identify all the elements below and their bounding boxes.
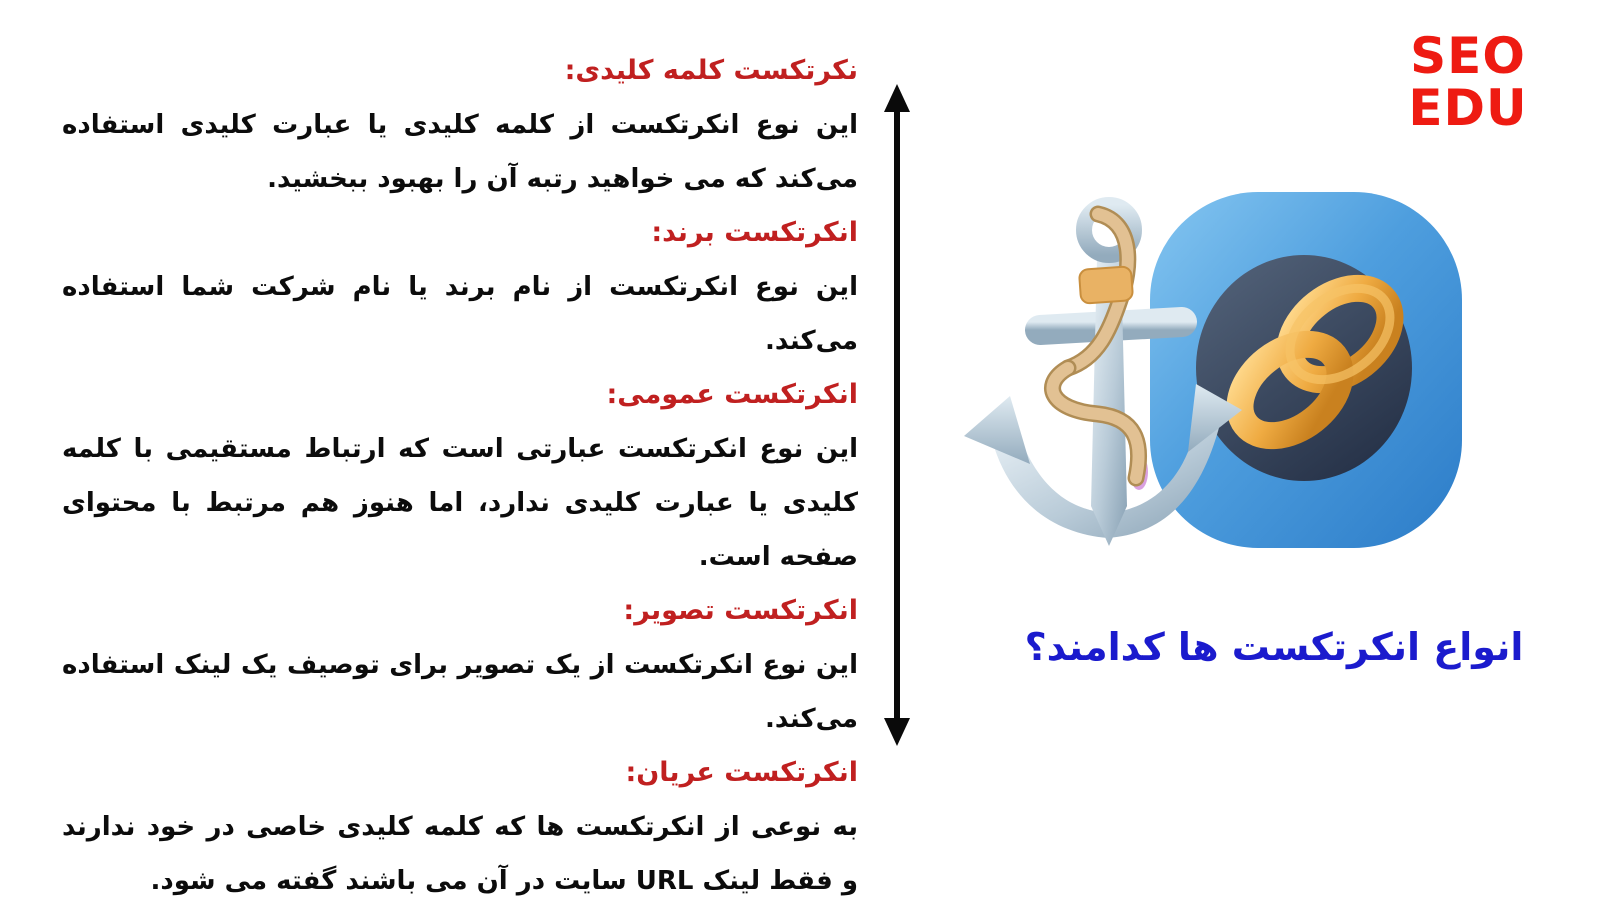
- section-body: این نوع انکرتکست از نام برند یا نام شرکت شما استفاده می‌کند.: [62, 272, 858, 356]
- page-title: انواع انکرتکست ها کدامند؟: [1024, 625, 1524, 669]
- anchor-text-section: [62, 44, 858, 206]
- vertical-double-arrow-icon: [879, 84, 915, 746]
- section-heading: انکرتکست عریان:: [625, 757, 858, 788]
- section-body: این نوع انکرتکست از یک تصویر برای توصیف یک لینک استفاده می‌کند.: [62, 650, 858, 734]
- anchor-text-section: [62, 584, 858, 746]
- seo-edu-logo: [1398, 27, 1538, 137]
- section-body: به نوعی از انکرتکست ها که کلمه کلیدی خاصی در خود ندارند و فقط لینک URL سایت در آن می باشند گفته می شود.: [62, 812, 858, 896]
- section-body: این نوع انکرتکست عبارتی است که ارتباط مستقیمی با کلمه کلیدی یا عبارت کلیدی ندارد، اما هنوز هم مرتبط با محتوای صفحه است.: [62, 434, 858, 572]
- anchor-text-section: [62, 746, 858, 908]
- logo-line-1: SEO: [1410, 27, 1526, 85]
- section-heading: انکرتکست تصویر:: [623, 595, 858, 626]
- section-body: این نوع انکرتکست از کلمه کلیدی یا عبارت کلیدی استفاده می‌کند که می خواهید رتبه آن را بهبود ببخشید.: [62, 110, 858, 194]
- anchor-text-section: [62, 368, 858, 584]
- section-heading: نکرتکست کلمه کلیدی:: [564, 55, 858, 86]
- section-heading: انکرتکست عمومی:: [606, 379, 858, 410]
- section-heading: انکرتکست برند:: [651, 217, 858, 248]
- logo-line-2: EDU: [1408, 79, 1528, 137]
- anchor-with-chain-link-3d-icon: [948, 172, 1514, 596]
- anchor-text-section: [62, 206, 858, 368]
- anchor-text-types-list: [62, 44, 858, 908]
